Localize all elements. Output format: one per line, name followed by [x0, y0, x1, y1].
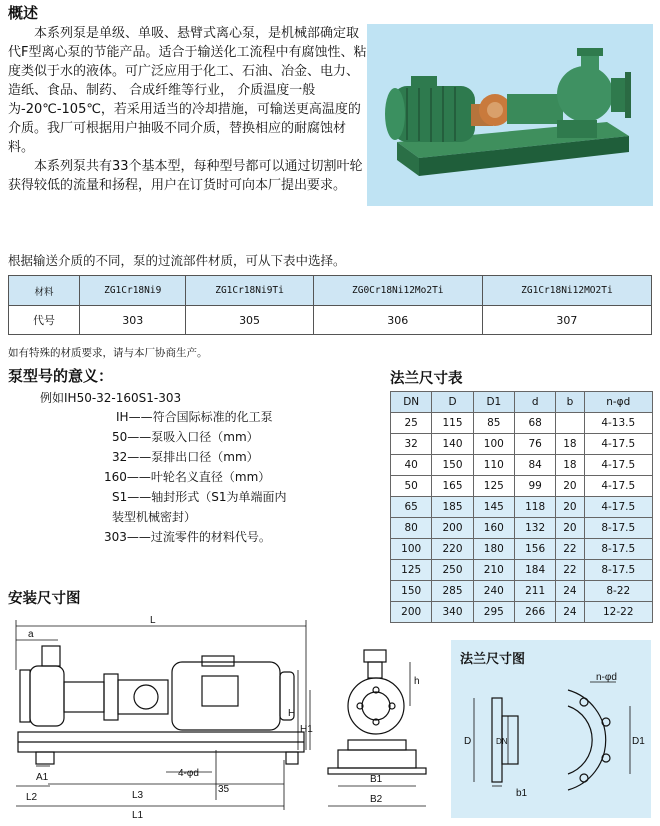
flange-cell: 210 [473, 560, 514, 581]
flange-row [391, 602, 653, 623]
flange-row [391, 455, 653, 476]
flange-drawing [456, 666, 646, 816]
flange-cell: 50 [391, 476, 432, 497]
dim-bolt: 4-φd [178, 768, 199, 779]
dim-H: H [288, 708, 296, 719]
pump-illustration [367, 24, 653, 206]
flange-row [391, 581, 653, 602]
flange-cell: 295 [473, 602, 514, 623]
flange-row [391, 497, 653, 518]
flange-cell: 80 [391, 518, 432, 539]
flange-cell: 240 [473, 581, 514, 602]
flange-cell: 32 [391, 434, 432, 455]
side-view-drawing [322, 640, 446, 822]
flange-cell: 340 [432, 602, 473, 623]
material-cell: ZG1Cr18Ni9Ti [186, 276, 313, 306]
material-header-label: 材料 [9, 276, 80, 306]
flange-row [391, 539, 653, 560]
flange-cell: 18 [556, 455, 584, 476]
code-cell: 307 [482, 306, 651, 335]
flange-row [391, 560, 653, 581]
pump-photo [367, 24, 653, 206]
flange-row [391, 413, 653, 434]
model-line-material: 303——过流零件的材料代号。 [104, 530, 271, 544]
flange-header-row [391, 392, 653, 413]
flange-cell: 140 [432, 434, 473, 455]
flange-cell: 220 [432, 539, 473, 560]
dim-L: L [150, 615, 156, 626]
flange-cell: 4-13.5 [584, 413, 652, 434]
flange-cell: 68 [514, 413, 555, 434]
flange-cell: 4-17.5 [584, 476, 652, 497]
flange-drawing-title: 法兰尺寸图 [460, 652, 526, 667]
flange-cell: 24 [556, 581, 584, 602]
flange-cell: 184 [514, 560, 555, 581]
overview-text [8, 24, 368, 195]
model-line-seal: S1——轴封形式（S1为单端面内 [112, 490, 287, 504]
model-line-outlet: 32——泵排出口径（mm） [112, 450, 259, 464]
flange-cell: 4-17.5 [584, 497, 652, 518]
special-material-note: 如有特殊的材质要求，请与本厂协商生产。 [8, 347, 208, 359]
flange-row [391, 434, 653, 455]
flange-table-title: 法兰尺寸表 [390, 371, 463, 387]
flange-cell: 150 [391, 581, 432, 602]
dim-L3: L3 [132, 790, 144, 801]
dim-L2: L2 [26, 792, 38, 803]
flange-cell: 4-17.5 [584, 455, 652, 476]
install-drawing [6, 610, 318, 822]
code-cell: 303 [80, 306, 186, 335]
flange-cell: 8-17.5 [584, 518, 652, 539]
model-meaning-title: 泵型号的意义： [8, 367, 114, 385]
dim-35: 35 [218, 784, 230, 795]
model-line-inlet: 50——泵吸入口径（mm） [112, 430, 259, 444]
dim-B1: B1 [370, 774, 383, 785]
flange-cell: 211 [514, 581, 555, 602]
flange-cell: 22 [556, 560, 584, 581]
flange-cell: 115 [432, 413, 473, 434]
flange-cell: 125 [473, 476, 514, 497]
model-meaning-list [104, 407, 287, 547]
dim-D: D [464, 736, 472, 747]
flange-cell: 84 [514, 455, 555, 476]
dim-h: h [414, 676, 420, 687]
dim-L1: L1 [132, 810, 144, 821]
material-table [8, 275, 652, 335]
flange-cell: 145 [473, 497, 514, 518]
material-cell: ZG1Cr18Ni12MO2Ti [482, 276, 651, 306]
dim-a: a [28, 629, 34, 640]
dim-D1: D1 [632, 736, 645, 747]
flange-cell: 22 [556, 539, 584, 560]
flange-cell: 156 [514, 539, 555, 560]
flange-cell [556, 413, 584, 434]
code-cell: 305 [186, 306, 313, 335]
flange-cell: 185 [432, 497, 473, 518]
flange-cell: 110 [473, 455, 514, 476]
overview-paragraph-2: 本系列泵共有33个基本型，每种型号都可以通过切割叶轮获得较低的流量和扬程，用户在订货时可向本厂提出要求。 [8, 159, 363, 193]
flange-header-cell: d [514, 392, 555, 413]
flange-cell: 8-22 [584, 581, 652, 602]
flange-header-cell: b [556, 392, 584, 413]
flange-header-cell: n-φd [584, 392, 652, 413]
flange-table [390, 391, 653, 623]
model-example: 例如IH50-32-160S1-303 [40, 391, 182, 405]
flange-cell: 100 [473, 434, 514, 455]
model-line-ih: IH——符合国际标准的化工泵 [116, 410, 273, 424]
dim-b1: b1 [516, 788, 528, 799]
flange-cell: 20 [556, 518, 584, 539]
flange-cell: 285 [432, 581, 473, 602]
flange-row [391, 518, 653, 539]
flange-cell: 200 [432, 518, 473, 539]
model-line-impeller: 160——叶轮名义直径（mm） [104, 470, 271, 484]
flange-cell: 20 [556, 497, 584, 518]
model-line-seal-cont: 装型机械密封） [112, 510, 197, 524]
flange-cell: 160 [473, 518, 514, 539]
flange-header-cell: D1 [473, 392, 514, 413]
overview-paragraph-1: 本系列泵是单级、单吸、悬臂式离心泵，是机械部确定取代F型离心泵的节能产品。适合于输送化工流程中有腐蚀性、粘度类似于水的液体。可广泛应用于化工、石油、冶金、电力、造纸、食品、制药、 合成纤维等行业， 介质温度一般为-20℃-105℃，若采用适当的冷却措施，可输送更高温度的介质。我厂可根据用户抽吸不同介质，替换相应的耐腐蚀材料。 [8, 26, 367, 155]
code-label: 代号 [9, 306, 80, 335]
overview-title: 概述 [8, 4, 39, 22]
flange-cell: 8-17.5 [584, 560, 652, 581]
code-cell: 306 [313, 306, 482, 335]
flange-cell: 165 [432, 476, 473, 497]
dim-B2: B2 [370, 794, 383, 805]
flange-cell: 8-17.5 [584, 539, 652, 560]
flange-cell: 266 [514, 602, 555, 623]
dim-nphid: n-φd [596, 672, 617, 683]
flange-cell: 150 [432, 455, 473, 476]
code-row [9, 306, 652, 335]
flange-cell: 18 [556, 434, 584, 455]
flange-cell: 118 [514, 497, 555, 518]
material-cell: ZG1Cr18Ni9 [80, 276, 186, 306]
flange-cell: 25 [391, 413, 432, 434]
flange-cell: 200 [391, 602, 432, 623]
flange-cell: 24 [556, 602, 584, 623]
material-cell: ZG0Cr18Ni12Mo2Ti [313, 276, 482, 306]
flange-cell: 12-22 [584, 602, 652, 623]
material-row [9, 276, 652, 306]
material-select-note: 根据输送介质的不同，泵的过流部件材质，可从下表中选择。 [8, 253, 346, 268]
dim-H1: H1 [300, 724, 313, 735]
flange-cell: 65 [391, 497, 432, 518]
flange-cell: 132 [514, 518, 555, 539]
dim-DN: DN [496, 737, 508, 746]
flange-header-cell: DN [391, 392, 432, 413]
flange-cell: 100 [391, 539, 432, 560]
dim-A1: A1 [36, 772, 49, 783]
flange-cell: 250 [432, 560, 473, 581]
flange-header-cell: D [432, 392, 473, 413]
install-drawing-title: 安装尺寸图 [8, 591, 81, 607]
flange-cell: 85 [473, 413, 514, 434]
flange-cell: 4-17.5 [584, 434, 652, 455]
flange-cell: 180 [473, 539, 514, 560]
flange-cell: 99 [514, 476, 555, 497]
flange-cell: 76 [514, 434, 555, 455]
flange-cell: 125 [391, 560, 432, 581]
flange-cell: 20 [556, 476, 584, 497]
flange-row [391, 476, 653, 497]
flange-cell: 40 [391, 455, 432, 476]
